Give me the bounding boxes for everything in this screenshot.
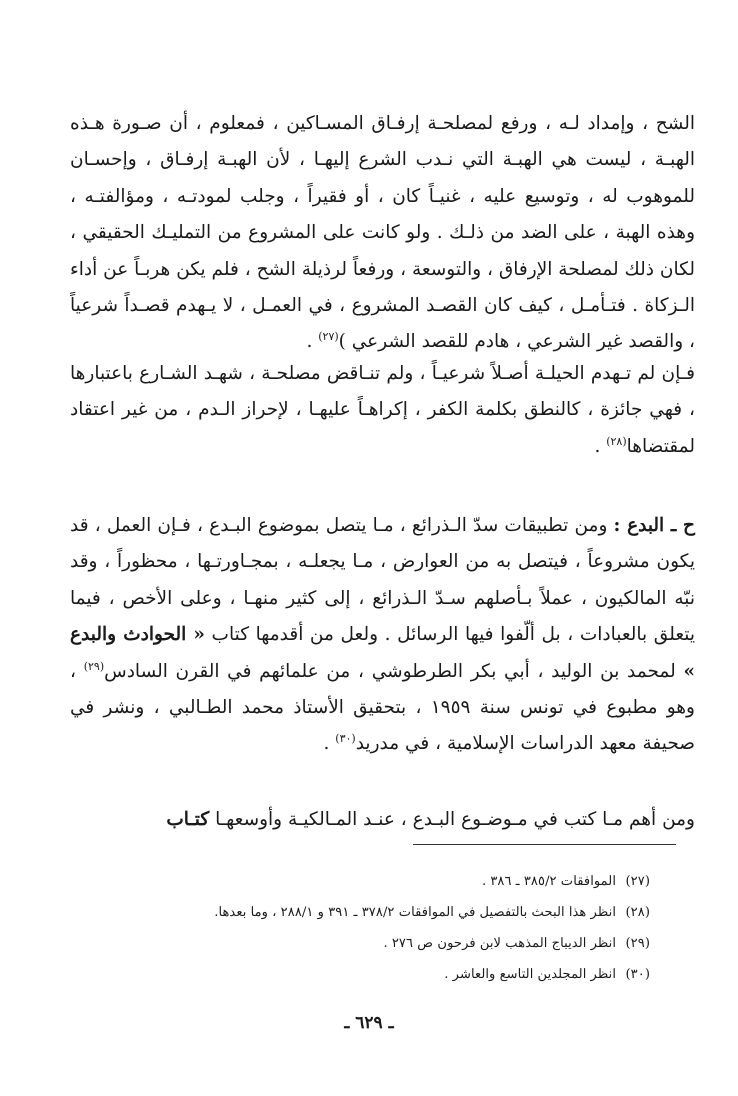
footnote-ref-30: (٣٠) [335,732,356,746]
paragraph-2 [70,356,695,465]
footnote-number: (٢٧) [625,874,650,889]
footnotes [70,866,650,990]
footnote-number: (٣٠) [625,967,650,982]
footnote-item [70,897,650,928]
paragraph-4 [70,802,695,838]
paragraph-2-text: فـإن لم تـهدم الحيلـة أصـلاً شرعيـاً ، ولم تنـاقض مصلحـة ، شهـد الشـارع باعتبارها ، فهي جائزة ، كالنطق بكلمة الكفر ، إكراهـاً عليهـا ، لإحراز الـدم ، من غير اعتقاد لمقتضاها [70,363,695,457]
paragraph-4-text: ومن أهم مـا كتب في مـوضـوع البـدع ، عنـد المـالكيـة وأوسعهـا [209,809,695,830]
paragraph-2-tail: . [594,435,607,457]
paragraph-3-tail: . [323,733,336,755]
footnote-item [70,928,650,959]
paragraph-3-text-c: ، وهو مطبوع في تونس سنة ١٩٥٩ ، بتحقيق الأستاذ محمد الطـالبي ، ونشر في صحيفة معهد الدراسات الإسلامية ، في مدريد [70,660,695,755]
footnote-text: انظر الديباج المذهب لابن فرحون ص ٢٧٦ . [383,936,616,951]
paragraph-3-text-a: ومن تطبيقات سدّ الـذرائع ، مـا يتصل بموضوع البـدع ، فـإن العمل ، قد يكون مشروعاً ، فيتصل به من العوارض ، مـا يجعلـه ، بمجـاورتـها ، محظوراً ، وقد نبّه المالكيون ، عملاً بـأصلهم سـدّ الـذرائع ، إلى كثير منهـا ، وعلى الأخص ، فيما يتعلق بالعبادات ، بل ألّفوا فيها الرسائل . ولعل من أقدمها كتاب [70,515,696,646]
paragraph-3-text-b: لمحمد بن الوليد ، أبي بكر الطرطوشي ، من علمائهم في القرن السادس [104,660,684,682]
footnote-ref-29: (٢٩) [83,659,105,673]
page-number: ـ ٦٢٩ ـ [344,1013,394,1033]
footnote-text: الموافقات ٣٨٥/٢ ـ ٣٨٦ . [481,874,616,889]
paragraph-3 [70,508,695,763]
footnote-text: انظر المجلدين التاسع والعاشر . [444,967,616,982]
footnote-separator [413,844,676,845]
footnote-ref-27: (٢٧) [318,330,339,344]
footnote-item [70,866,650,897]
footnote-number: (٢٩) [625,936,650,951]
footnote-ref-28: (٢٨) [606,434,627,448]
paragraph-1-text: الشح ، وإمداد لـه ، ورفع لمصلحـة إرفـاق المسـاكين ، فمعلوم ، أن صـورة هـذه الهبـة ، ليست هي الهبـة التي نـدب الشرع إليهـا ، لأن الهبـة إرفـاق ، وإحسـان للموهوب له ، وتوسيع عليه ، غنيـاً كان ، أو فقيراً ، وجلب لمودتـه ، ومؤالفتـه ، وهذه الهبة ، على الضد من ذلـك . ولو كانت على المشروع من التمليـك الحقيقي ، لكان ذلك لمصلحة الإرفاق ، والتوسعة ، ورفعاً لرذيلة الشح ، فلم يكن هربـاً عن أداء الـزكاة . فتـأمـل ، كيف كان القصـد المشروع ، في العمـل ، لا يـهدم قصـداً شرعياً ، والقصد غير الشرعي ، هادم للقصد الشرعي ) [70,113,695,353]
footnote-number: (٢٨) [625,905,650,920]
paragraph-1-tail: . [306,331,319,353]
footnote-text: انظر هذا البحث بالتفصيل في الموافقات ٣٧٨/٢ ـ ٣٩١ و ٢٨٨/١ ، وما بعدها. [214,905,616,920]
book-title-hawadith: « الحوادث والبدع » [70,624,695,682]
paragraph-4-bold-tail: كتـاب [166,809,210,830]
footnote-item [70,959,650,990]
paragraph-1 [70,106,695,361]
section-heading-bida: ح ـ البدع : [613,515,695,536]
